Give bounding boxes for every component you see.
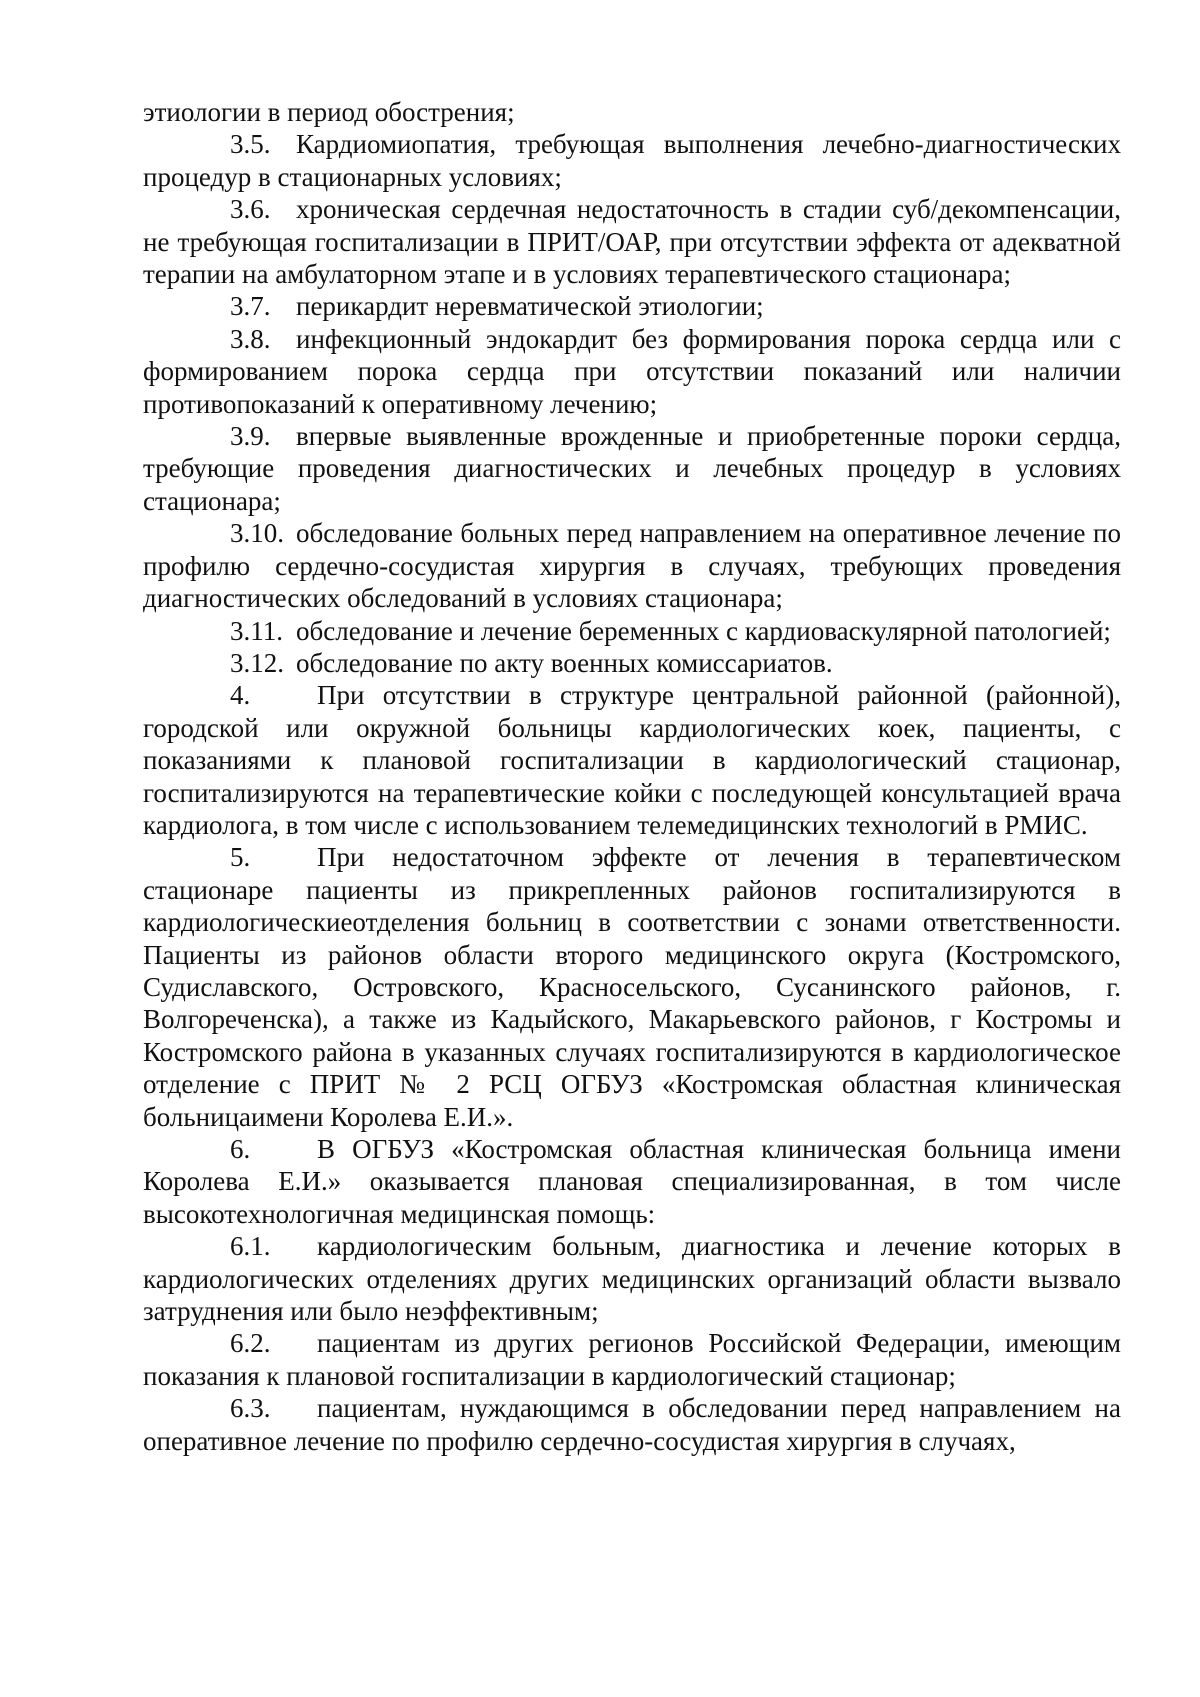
- item-text: обследование больных перед направлением на оперативное лечение по профилю сердечно-сосудистая хирургия в случаях, требующих проведения диагностических обследований в условиях стационара;: [143, 518, 1121, 614]
- item-number: 3.5.: [230, 129, 271, 160]
- item-number: 6.1.: [230, 1231, 271, 1262]
- item-text: В ОГБУЗ «Костромская областная клиническая больница имени Королева Е.И.» оказывается плановая специализированная, в том числе высокотехнологичная медицинская помощь:: [143, 1134, 1121, 1229]
- list-item-4: [143, 679, 1121, 841]
- item-text: Кардиомиопатия, требующая выполнения лечебно-диагностических процедур в стационарных условиях;: [143, 129, 1121, 192]
- item-text: При недостаточном эффекте от лечения в терапевтическом стационаре пациенты из прикрепленных районов госпитализируются в кардиологическиеотделения больниц в соответствии с зонами ответственности. Пациенты из районов области второго медицинского округа (Костромского, Судиславского, Островского, Красносельского, Сусанинского районов, г. Волгореченска), а также из Кадыйского, Макарьевского районов, г Костромы и Костромского района в указанных случаях госпитализируются в кардиологическое отделение с ПРИТ № 2 РСЦ ОГБУЗ «Костромская областная клиническая больницаимени Королева Е.И.».: [143, 842, 1121, 1132]
- item-text: перикардит неревматической этиологии;: [296, 291, 764, 322]
- document-page: [143, 96, 1121, 1457]
- item-number: 6.3.: [230, 1393, 271, 1424]
- list-item-6-3: [143, 1392, 1121, 1457]
- item-number: 6.2.: [230, 1328, 271, 1359]
- list-item-3-10: [143, 517, 1121, 614]
- list-item-3-11: [143, 615, 1121, 647]
- item-text: При отсутствии в структуре центральной районной (районной), городской или окружной больницы кардиологических коек, пациенты, с показаниями к плановой госпитализации в кардиологический стационар, госпитализируются на терапевтические койки с последующей консультацией врача кардиолога, в том числе с использованием телемедицинских технологий в РМИС.: [143, 680, 1121, 840]
- item-text: хроническая сердечная недостаточность в стадии суб/декомпенсации, не требующая госпитализации в ПРИТ/ОАР, при отсутствии эффекта от адекватной терапии на амбулаторном этапе и в условиях терапевтического стационара;: [143, 194, 1121, 290]
- list-item-3-6: [143, 193, 1121, 290]
- item-text: обследование и лечение беременных с кардиоваскулярной патологией;: [296, 615, 1111, 646]
- item-number: 3.7.: [230, 291, 271, 322]
- item-number: 6.: [230, 1134, 251, 1164]
- item-number: 3.6.: [230, 194, 271, 225]
- list-item-6-2: [143, 1327, 1121, 1392]
- list-item-6-1: [143, 1230, 1121, 1327]
- item-number: 3.11.: [230, 615, 283, 646]
- list-item-3-9: [143, 420, 1121, 517]
- paragraph-text: этиологии в период обострения;: [143, 97, 515, 127]
- item-number: 4.: [230, 680, 251, 711]
- item-number: 3.8.: [230, 323, 271, 354]
- list-item-6: [143, 1133, 1121, 1230]
- item-text: кардиологическим больным, диагностика и лечение которых в кардиологических отделениях других медицинских организаций области вызвало затруднения или было неэффективным;: [143, 1231, 1121, 1327]
- item-number: 3.12.: [230, 647, 284, 678]
- item-text: обследование по акту военных комиссариатов.: [296, 647, 833, 678]
- paragraph-continuation: [143, 96, 1121, 128]
- list-item-3-5: [143, 128, 1121, 193]
- item-number: 3.10.: [230, 518, 284, 549]
- item-text: пациентам из других регионов Российской Федерации, имеющим показания к плановой госпитализации в кардиологический стационар;: [143, 1328, 1121, 1391]
- item-number: 3.9.: [230, 421, 271, 452]
- item-text: впервые выявленные врожденные и приобретенные пороки сердца, требующие проведения диагностических и лечебных процедур в условиях стационара;: [143, 421, 1121, 516]
- list-item-3-7: [143, 290, 1121, 322]
- list-item-3-12: [143, 647, 1121, 679]
- list-item-3-8: [143, 323, 1121, 420]
- item-text: пациентам, нуждающимся в обследовании перед направлением на оперативное лечение по профилю сердечно-сосудистая хирургия в случаях,: [143, 1393, 1121, 1456]
- list-item-5: [143, 841, 1121, 1133]
- item-number: 5.: [230, 842, 251, 873]
- item-text: инфекционный эндокардит без формирования порока сердца или с формированием порока сердца при отсутствии показаний или наличии противопоказаний к оперативному лечению;: [143, 323, 1121, 419]
